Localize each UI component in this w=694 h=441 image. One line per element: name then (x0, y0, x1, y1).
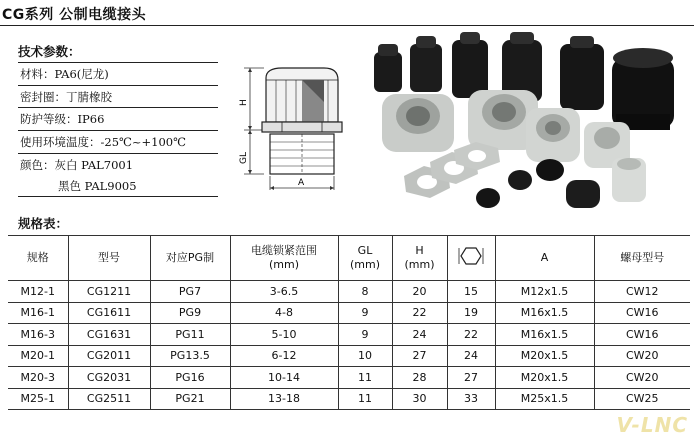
cell-cable-range: 10-14 (230, 367, 338, 389)
cell-spec: M16-1 (8, 302, 68, 324)
cell-model: CG2031 (68, 367, 150, 389)
cell-spec: M16-3 (8, 324, 68, 346)
cell-pg: PG16 (150, 367, 230, 389)
cell-hex-width: 27 (447, 367, 495, 389)
cell-hex-width: 19 (447, 302, 495, 324)
cell-nut: CW20 (594, 367, 690, 389)
cell-cable-range: 5-10 (230, 324, 338, 346)
table-row (8, 388, 690, 410)
cell-a: M25x1.5 (495, 388, 594, 410)
cell-gl: 11 (338, 367, 392, 389)
params-list (18, 62, 218, 197)
param-material: 材料：PA6(尼龙) (18, 62, 218, 86)
dim-a-label: A (298, 178, 305, 188)
title-divider (0, 25, 694, 26)
col-h: H (mm) (392, 236, 447, 281)
product-photo (364, 30, 694, 220)
param-color-gray: 颜色：灰白 PAL7001 (20, 157, 134, 172)
gland-drawing (239, 62, 354, 192)
cell-cable-range: 4-8 (230, 302, 338, 324)
table-row (8, 345, 690, 367)
cell-a: M12x1.5 (495, 281, 594, 303)
cell-pg: PG11 (150, 324, 230, 346)
spec-table (8, 235, 690, 410)
params-bottom-rule (18, 196, 218, 197)
cell-cable-range: 6-12 (230, 345, 338, 367)
params-heading: 技术参数： (18, 44, 81, 59)
cell-gl: 9 (338, 324, 392, 346)
cell-nut: CW12 (594, 281, 690, 303)
col-pg: 对应PG制 (150, 236, 230, 281)
spec-heading: 规格表： (18, 216, 69, 231)
cell-hex-width: 22 (447, 324, 495, 346)
col-a: A (495, 236, 594, 281)
cell-pg: PG9 (150, 302, 230, 324)
spec-header-row (8, 236, 690, 281)
cell-h: 30 (392, 388, 447, 410)
table-row (8, 324, 690, 346)
cell-h: 27 (392, 345, 447, 367)
param-seal: 密封圈：丁腈橡胶 (18, 86, 218, 109)
col-cable-range: 电缆锁紧范围 (mm) (230, 236, 338, 281)
cell-model: CG1611 (68, 302, 150, 324)
cell-gl: 8 (338, 281, 392, 303)
cell-a: M20x1.5 (495, 367, 594, 389)
col-gl: GL (mm) (338, 236, 392, 281)
cell-a: M20x1.5 (495, 345, 594, 367)
cell-spec: M25-1 (8, 388, 68, 410)
cell-spec: M20-1 (8, 345, 68, 367)
cell-hex-width: 24 (447, 345, 495, 367)
table-row (8, 367, 690, 389)
cell-h: 24 (392, 324, 447, 346)
cell-gl: 9 (338, 302, 392, 324)
page-title: CG系列 公制电缆接头 (2, 7, 147, 23)
col-model: 型号 (68, 236, 150, 281)
cell-gl: 11 (338, 388, 392, 410)
cell-pg: PG21 (150, 388, 230, 410)
param-color-black (18, 175, 218, 197)
cell-model: CG1211 (68, 281, 150, 303)
hex-icon (457, 246, 485, 266)
brand-logo: V-LNC (616, 413, 688, 437)
cell-hex-width: 15 (447, 281, 495, 303)
cell-spec: M20-3 (8, 367, 68, 389)
cell-h: 28 (392, 367, 447, 389)
param-protection: 防护等级：IP66 (18, 108, 218, 131)
col-spec: 规格 (8, 236, 68, 281)
param-temperature: 使用环境温度：-25℃~+100℃ (18, 131, 218, 154)
cell-a: M16x1.5 (495, 302, 594, 324)
cell-h: 22 (392, 302, 447, 324)
cell-cable-range: 13-18 (230, 388, 338, 410)
cell-nut: CW16 (594, 324, 690, 346)
table-row (8, 302, 690, 324)
cell-model: CG2011 (68, 345, 150, 367)
cell-h: 20 (392, 281, 447, 303)
cell-model: CG2511 (68, 388, 150, 410)
cell-hex-width: 33 (447, 388, 495, 410)
dim-gl-label: GL (239, 152, 249, 164)
cell-model: CG1631 (68, 324, 150, 346)
dim-h-label: H (239, 99, 249, 106)
table-row (8, 281, 690, 303)
cell-nut: CW25 (594, 388, 690, 410)
cell-spec: M12-1 (8, 281, 68, 303)
col-hex-width (447, 236, 495, 281)
cell-a: M16x1.5 (495, 324, 594, 346)
col-nut: 螺母型号 (594, 236, 690, 281)
cell-nut: CW16 (594, 302, 690, 324)
cell-gl: 10 (338, 345, 392, 367)
param-color-black-text: 黑色 PAL9005 (58, 179, 137, 194)
cell-nut: CW20 (594, 345, 690, 367)
cell-pg: PG7 (150, 281, 230, 303)
cell-cable-range: 3-6.5 (230, 281, 338, 303)
cell-pg: PG13.5 (150, 345, 230, 367)
